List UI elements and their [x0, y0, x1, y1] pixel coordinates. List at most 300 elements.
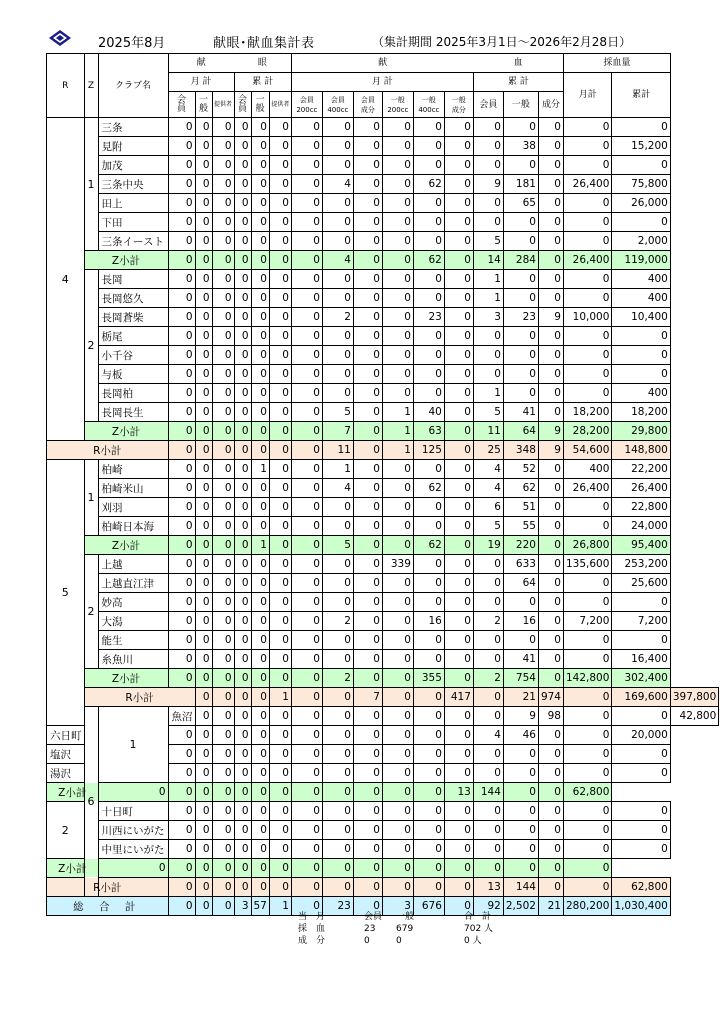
value-cell: 0 [538, 365, 563, 384]
club-name: 柏崎 [98, 460, 168, 479]
value-cell: 0 [291, 859, 322, 878]
value-cell: 0 [473, 574, 503, 593]
value-cell: 0 [413, 821, 444, 840]
value-cell: 0 [444, 441, 473, 460]
value-cell: 0 [168, 802, 195, 821]
value-cell: 0 [251, 156, 269, 175]
value-cell: 0 [413, 365, 444, 384]
region-cell: 4 [47, 118, 85, 441]
value-cell: 0 [269, 156, 291, 175]
blood-eye-donation-table [46, 53, 719, 916]
value-cell: 0 [473, 137, 503, 156]
value-cell: 633 [503, 555, 538, 574]
value-cell: 400 [612, 270, 670, 289]
value-cell: 0 [234, 612, 251, 631]
value-cell: 0 [212, 289, 234, 308]
value-cell: 92 [473, 897, 503, 916]
value-cell: 0 [563, 384, 611, 403]
value-cell: 0 [195, 232, 212, 251]
value-cell: 169,600 [612, 688, 670, 707]
value-cell: 0 [382, 707, 413, 726]
value-cell: 0 [503, 859, 538, 878]
value-cell: 0 [251, 821, 269, 840]
value-cell: 0 [291, 289, 322, 308]
value-cell: 0 [322, 498, 353, 517]
value-cell: 0 [291, 460, 322, 479]
report-month: 2025年8月 [98, 36, 166, 51]
table-row [47, 175, 719, 194]
value-cell: 0 [413, 745, 444, 764]
club-name: 妙高 [98, 593, 168, 612]
value-cell: 0 [168, 574, 195, 593]
value-cell: 0 [473, 365, 503, 384]
value-cell: 148,800 [612, 441, 670, 460]
value-cell: 0 [234, 232, 251, 251]
table-row [47, 118, 719, 137]
value-cell: 0 [353, 669, 382, 688]
value-cell: 1 [251, 460, 269, 479]
value-cell: 0 [251, 745, 269, 764]
value-cell: 0 [195, 688, 212, 707]
value-cell: 0 [269, 498, 291, 517]
subtotal-label: R小計 [47, 878, 169, 897]
value-cell: 0 [251, 327, 269, 346]
value-cell: 400 [612, 289, 670, 308]
summary-line [298, 935, 518, 947]
value-cell: 1,030,400 [612, 897, 670, 916]
value-cell: 0 [251, 308, 269, 327]
value-cell: 0 [269, 365, 291, 384]
value-cell: 0 [322, 213, 353, 232]
value-cell: 0 [212, 175, 234, 194]
value-cell: 0 [612, 840, 670, 859]
col-club: クラブ名 [98, 54, 168, 118]
value-cell: 0 [234, 631, 251, 650]
value-cell: 0 [538, 821, 563, 840]
value-cell: 0 [322, 384, 353, 403]
value-cell: 0 [269, 137, 291, 156]
value-cell: 0 [382, 593, 413, 612]
value-cell: 1 [251, 536, 269, 555]
value-cell: 0 [269, 707, 291, 726]
table-row [47, 517, 719, 536]
value-cell: 0 [212, 517, 234, 536]
value-cell: 0 [473, 118, 503, 137]
report-title: 献眼･献血集計表 [213, 36, 315, 51]
value-cell: 0 [322, 574, 353, 593]
value-cell: 0 [444, 897, 473, 916]
table-row [47, 650, 719, 669]
value-cell: 0 [212, 707, 234, 726]
value-cell: 57 [251, 897, 269, 916]
value-cell: 22,200 [612, 460, 670, 479]
value-cell: 0 [234, 194, 251, 213]
club-name: 栃尾 [98, 327, 168, 346]
value-cell: 46 [503, 726, 538, 745]
value-cell: 0 [234, 384, 251, 403]
value-cell: 5 [473, 232, 503, 251]
value-cell: 0 [382, 726, 413, 745]
value-cell: 25 [473, 441, 503, 460]
value-cell: 0 [269, 555, 291, 574]
value-cell: 54,600 [563, 441, 611, 460]
value-cell: 1 [473, 289, 503, 308]
summary-cell: 成 分 [298, 936, 326, 946]
value-cell: 0 [563, 194, 611, 213]
value-cell: 0 [538, 650, 563, 669]
value-cell: 0 [382, 574, 413, 593]
value-cell: 0 [234, 650, 251, 669]
value-cell: 0 [212, 156, 234, 175]
value-cell: 0 [444, 403, 473, 422]
value-cell: 0 [444, 327, 473, 346]
value-cell: 0 [251, 650, 269, 669]
value-cell: 0 [538, 745, 563, 764]
value-cell: 0 [322, 593, 353, 612]
col-ippan-seibun: 一般 成分 [444, 92, 473, 118]
col-kenn-month: 月 計 [168, 73, 234, 92]
col-kenn-m-kaiin: 会 員 [168, 92, 195, 118]
club-name: 能生 [98, 631, 168, 650]
summary-block [298, 911, 518, 947]
value-cell: 0 [353, 118, 382, 137]
value-cell: 0 [353, 213, 382, 232]
value-cell: 0 [538, 327, 563, 346]
value-cell: 0 [413, 156, 444, 175]
value-cell: 0 [291, 270, 322, 289]
value-cell: 0 [444, 669, 473, 688]
value-cell: 417 [444, 688, 473, 707]
value-cell: 119,000 [612, 251, 670, 270]
value-cell: 0 [563, 232, 611, 251]
value-cell: 0 [168, 897, 195, 916]
value-cell: 0 [195, 346, 212, 365]
value-cell: 0 [168, 346, 195, 365]
value-cell: 0 [413, 555, 444, 574]
value-cell: 0 [563, 593, 611, 612]
value-cell: 0 [234, 821, 251, 840]
value-cell: 0 [212, 384, 234, 403]
value-cell: 0 [168, 422, 195, 441]
value-cell: 0 [322, 840, 353, 859]
value-cell: 0 [195, 156, 212, 175]
value-cell: 0 [538, 802, 563, 821]
value-cell: 0 [353, 707, 382, 726]
value-cell: 0 [612, 593, 670, 612]
value-cell: 0 [444, 745, 473, 764]
value-cell: 0 [382, 213, 413, 232]
value-cell: 62 [503, 479, 538, 498]
value-cell: 0 [291, 612, 322, 631]
zone-subtotal-row [47, 669, 719, 688]
value-cell: 676 [413, 897, 444, 916]
summary-cell: 一般 [396, 912, 415, 922]
value-cell: 7,200 [612, 612, 670, 631]
value-cell: 0 [212, 194, 234, 213]
value-cell: 0 [563, 764, 611, 783]
value-cell: 0 [612, 156, 670, 175]
club-name: 川西にいがた [98, 821, 168, 840]
value-cell: 0 [251, 859, 269, 878]
value-cell: 0 [538, 726, 563, 745]
value-cell: 0 [563, 365, 611, 384]
club-name: 六日町 [47, 726, 85, 745]
value-cell: 40 [413, 403, 444, 422]
club-name: 十日町 [98, 802, 168, 821]
value-cell: 21 [503, 688, 538, 707]
value-cell: 9 [503, 707, 538, 726]
col-kenn-cum: 累 計 [234, 73, 291, 92]
value-cell: 0 [413, 213, 444, 232]
club-name: 塩沢 [47, 745, 85, 764]
value-cell: 0 [195, 498, 212, 517]
value-cell: 0 [382, 232, 413, 251]
value-cell: 0 [538, 631, 563, 650]
value-cell: 0 [353, 859, 382, 878]
table-row [47, 840, 719, 859]
value-cell: 13 [473, 878, 503, 897]
value-cell: 0 [353, 840, 382, 859]
value-cell: 348 [503, 441, 538, 460]
table-row [47, 156, 719, 175]
value-cell: 0 [353, 289, 382, 308]
value-cell: 0 [251, 137, 269, 156]
value-cell: 18,200 [563, 403, 611, 422]
report-header [0, 0, 724, 52]
value-cell: 23 [503, 308, 538, 327]
table-row [47, 270, 719, 289]
value-cell: 0 [444, 498, 473, 517]
value-cell: 9 [538, 422, 563, 441]
value-cell: 355 [413, 669, 444, 688]
summary-cell: 会員 [364, 912, 383, 922]
value-cell: 0 [195, 422, 212, 441]
value-cell: 0 [269, 631, 291, 650]
value-cell: 0 [444, 764, 473, 783]
summary-cell: 採 血 [298, 924, 326, 934]
value-cell: 41 [503, 403, 538, 422]
value-cell: 0 [612, 327, 670, 346]
value-cell: 397,800 [670, 688, 718, 707]
value-cell: 0 [353, 802, 382, 821]
value-cell: 0 [195, 308, 212, 327]
subtotal-label: Z小計 [84, 251, 168, 270]
value-cell: 0 [195, 441, 212, 460]
value-cell: 0 [353, 384, 382, 403]
col-vol-cum: 累計 [612, 73, 670, 118]
club-name: 中里にいがた [98, 840, 168, 859]
value-cell: 0 [168, 726, 195, 745]
value-cell: 0 [563, 137, 611, 156]
value-cell: 1 [269, 688, 291, 707]
value-cell: 0 [168, 536, 195, 555]
value-cell: 0 [473, 688, 503, 707]
value-cell: 0 [212, 403, 234, 422]
value-cell: 0 [612, 118, 670, 137]
value-cell: 0 [291, 802, 322, 821]
col-kaiin-seibun: 会員 成分 [353, 92, 382, 118]
value-cell: 0 [538, 859, 563, 878]
value-cell: 0 [168, 251, 195, 270]
table-row [47, 384, 719, 403]
subtotal-label: Z小計 [84, 669, 168, 688]
value-cell: 0 [269, 175, 291, 194]
value-cell: 0 [195, 650, 212, 669]
zone-cell: 1 [98, 707, 168, 783]
value-cell: 0 [563, 498, 611, 517]
value-cell: 16 [413, 612, 444, 631]
value-cell: 0 [413, 783, 444, 802]
value-cell: 0 [269, 859, 291, 878]
value-cell: 11 [322, 441, 353, 460]
value-cell: 0 [291, 346, 322, 365]
value-cell: 0 [195, 175, 212, 194]
value-cell: 0 [322, 346, 353, 365]
value-cell: 0 [538, 346, 563, 365]
value-cell: 0 [322, 688, 353, 707]
value-cell: 0 [353, 574, 382, 593]
col-kenn-m-teikyo: 提供者 [212, 92, 234, 118]
value-cell: 0 [269, 346, 291, 365]
value-cell: 0 [503, 802, 538, 821]
value-cell: 0 [563, 346, 611, 365]
value-cell: 0 [212, 460, 234, 479]
value-cell: 0 [195, 707, 212, 726]
value-cell: 0 [563, 726, 611, 745]
value-cell: 0 [538, 574, 563, 593]
value-cell: 0 [353, 878, 382, 897]
value-cell: 0 [353, 346, 382, 365]
value-cell: 0 [251, 194, 269, 213]
value-cell: 0 [382, 308, 413, 327]
value-cell: 0 [353, 137, 382, 156]
value-cell: 0 [168, 441, 195, 460]
col-ippan-200: 一般 200cc [382, 92, 413, 118]
value-cell: 0 [269, 118, 291, 137]
table-header [47, 54, 719, 118]
value-cell: 0 [269, 384, 291, 403]
subtotal-label: 総 合 計 [47, 897, 169, 916]
value-cell: 14 [473, 251, 503, 270]
value-cell: 0 [269, 441, 291, 460]
value-cell: 0 [322, 232, 353, 251]
value-cell: 0 [291, 669, 322, 688]
value-cell: 0 [382, 783, 413, 802]
value-cell: 64 [503, 574, 538, 593]
value-cell: 0 [413, 574, 444, 593]
value-cell: 0 [322, 270, 353, 289]
club-name: 長岡蒼柴 [98, 308, 168, 327]
region-subtotal-row [47, 688, 719, 707]
value-cell: 0 [212, 555, 234, 574]
summary-cell: 0 人 [464, 936, 482, 946]
value-cell: 0 [251, 232, 269, 251]
value-cell: 0 [353, 403, 382, 422]
value-cell: 0 [563, 821, 611, 840]
value-cell: 1 [382, 403, 413, 422]
value-cell: 0 [353, 327, 382, 346]
value-cell: 0 [168, 764, 195, 783]
club-name: 上越 [98, 555, 168, 574]
club-name: 上越直江津 [98, 574, 168, 593]
value-cell: 0 [291, 213, 322, 232]
value-cell: 0 [234, 422, 251, 441]
value-cell: 1 [382, 441, 413, 460]
value-cell: 0 [291, 764, 322, 783]
zone-cell: 2 [47, 802, 85, 859]
value-cell: 0 [413, 194, 444, 213]
table-row [47, 327, 719, 346]
value-cell: 0 [322, 802, 353, 821]
value-cell: 0 [382, 289, 413, 308]
value-cell: 0 [444, 726, 473, 745]
value-cell: 0 [269, 460, 291, 479]
value-cell: 0 [212, 498, 234, 517]
value-cell: 0 [382, 365, 413, 384]
value-cell: 0 [612, 802, 670, 821]
value-cell: 0 [168, 631, 195, 650]
subtotal-label: Z小計 [47, 783, 99, 802]
table-row [47, 194, 719, 213]
value-cell: 0 [269, 593, 291, 612]
value-cell: 0 [234, 479, 251, 498]
value-cell: 0 [212, 137, 234, 156]
value-cell: 0 [234, 745, 251, 764]
value-cell: 0 [382, 878, 413, 897]
value-cell: 20,000 [612, 726, 670, 745]
value-cell: 0 [413, 650, 444, 669]
value-cell: 974 [538, 688, 563, 707]
value-cell: 0 [212, 479, 234, 498]
value-cell: 0 [322, 745, 353, 764]
col-cum-kaiin: 会員 [473, 92, 503, 118]
value-cell: 0 [563, 745, 611, 764]
value-cell: 0 [353, 479, 382, 498]
value-cell: 0 [353, 593, 382, 612]
value-cell: 0 [269, 536, 291, 555]
col-vol-month: 月計 [563, 73, 611, 118]
club-name: 加茂 [98, 156, 168, 175]
value-cell: 0 [234, 878, 251, 897]
value-cell: 2 [473, 669, 503, 688]
value-cell: 0 [503, 156, 538, 175]
value-cell: 64 [503, 422, 538, 441]
zone-subtotal-row [47, 859, 719, 878]
col-kenk-month: 月 計 [291, 73, 473, 92]
value-cell: 0 [234, 783, 251, 802]
value-cell: 95,400 [612, 536, 670, 555]
value-cell: 0 [382, 118, 413, 137]
value-cell: 0 [444, 517, 473, 536]
value-cell: 144 [503, 878, 538, 897]
value-cell: 26,400 [563, 175, 611, 194]
table-row [47, 137, 719, 156]
club-name: 長岡長生 [98, 403, 168, 422]
value-cell: 0 [212, 859, 234, 878]
value-cell: 0 [269, 764, 291, 783]
value-cell: 0 [212, 593, 234, 612]
value-cell: 0 [269, 327, 291, 346]
value-cell: 0 [322, 859, 353, 878]
value-cell: 0 [291, 821, 322, 840]
value-cell: 0 [212, 422, 234, 441]
value-cell: 0 [503, 764, 538, 783]
value-cell: 0 [444, 650, 473, 669]
value-cell: 0 [322, 289, 353, 308]
value-cell: 0 [234, 289, 251, 308]
value-cell: 0 [212, 441, 234, 460]
value-cell: 28,200 [563, 422, 611, 441]
